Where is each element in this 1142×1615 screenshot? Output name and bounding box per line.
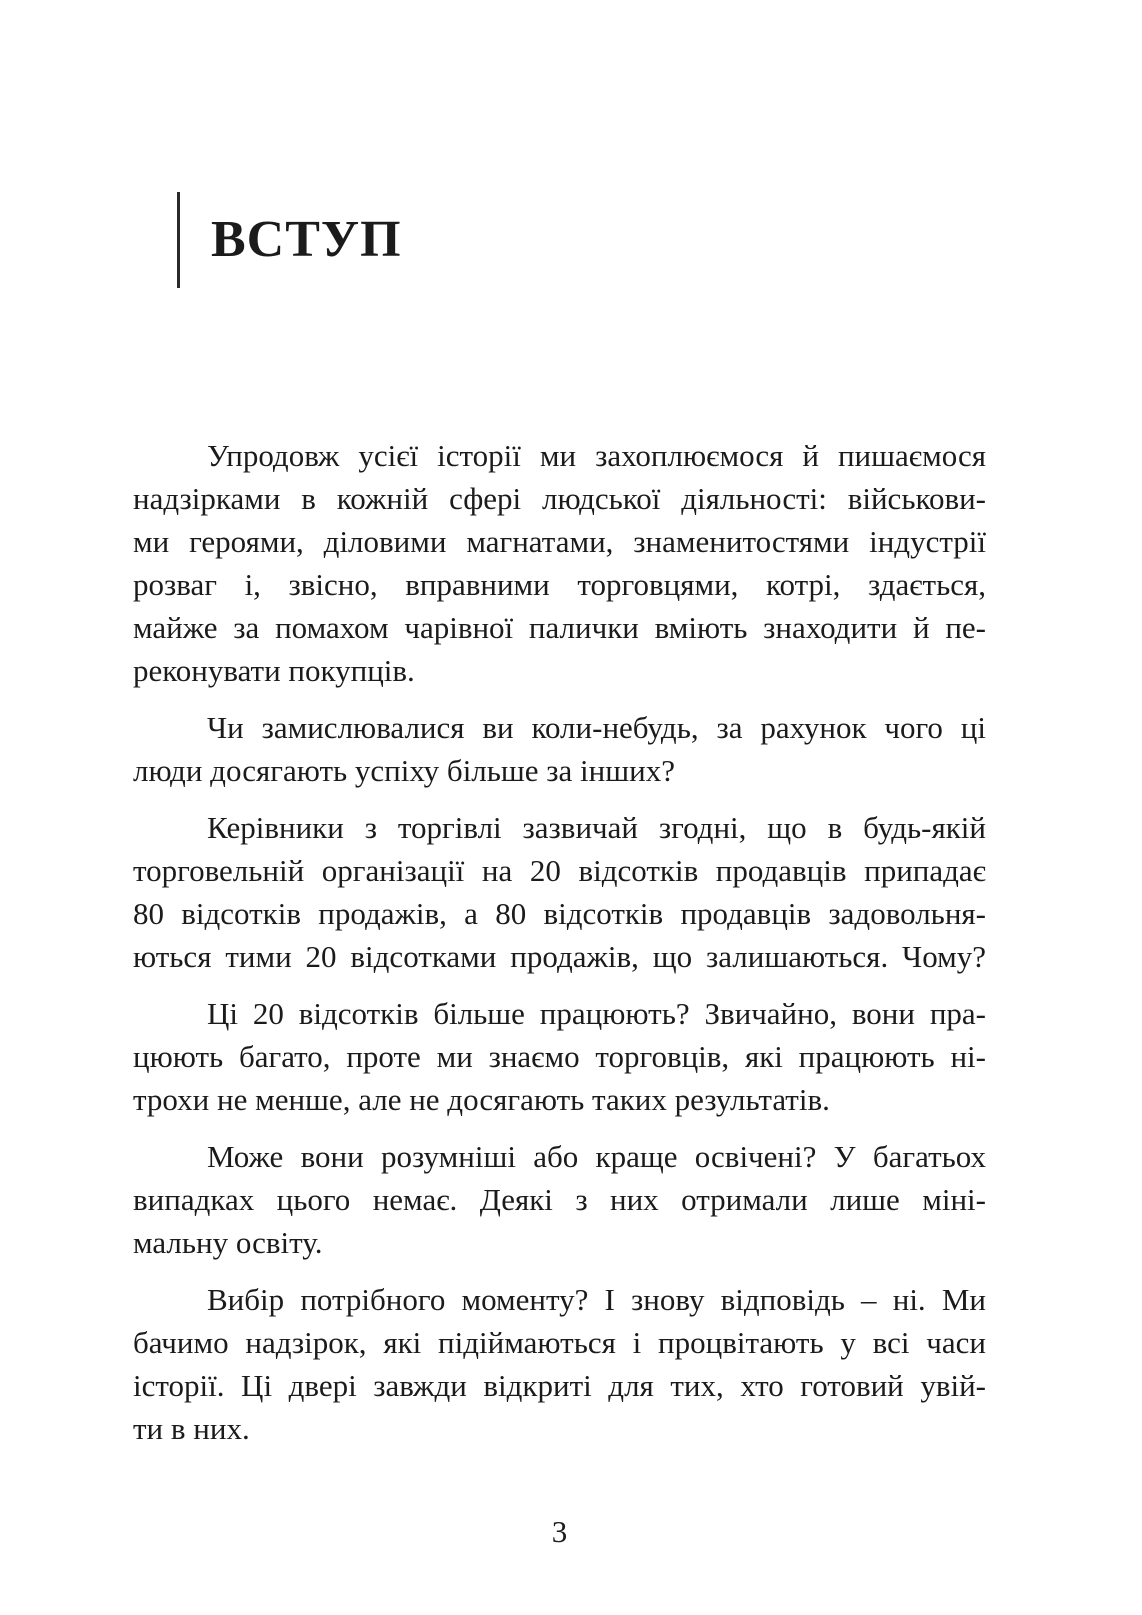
text-line: реконувати покупців. [133, 653, 415, 688]
text-line: історії. Ці двері завжди відкриті для тих, хто готовий увій- [133, 1368, 986, 1403]
paragraph [133, 806, 986, 978]
text-line: випадках цього немає. Деякі з них отримали лише міні- [133, 1182, 986, 1217]
chapter-heading-block [177, 192, 402, 288]
page-number: 3 [551, 1514, 568, 1549]
text-line: розваг і, звісно, вправними торговцями, котрі, здається, [133, 567, 986, 602]
text-line: Упродовж усієї історії ми захоплюємося й пишаємося [207, 438, 986, 473]
text-line: мальну освіту. [133, 1225, 323, 1260]
text-line: Може вони розумніші або краще освічені? У багатьох [207, 1139, 986, 1174]
text-line: ються тими 20 відсотками продажів, що залишаються. Чому? [133, 939, 986, 974]
text-line: люди досягають успіху більше за інших? [133, 753, 675, 788]
text-line: торговельній організації на 20 відсотків продавців припадає [133, 853, 986, 888]
paragraph [133, 434, 986, 692]
text-line: ми героями, діловими магнатами, знаменитостями індустрії [133, 524, 986, 559]
text-line: Керівники з торгівлі зазвичай згодні, що в будь-якій [207, 810, 986, 845]
body-text [133, 434, 986, 1464]
paragraph [133, 992, 986, 1121]
text-line: надзірками в кожній сфері людської діяльності: військови- [133, 481, 986, 516]
paragraph [133, 1278, 986, 1450]
text-line: цюють багато, проте ми знаємо торговців, які працюють ні- [133, 1039, 986, 1074]
text-line: майже за помахом чарівної палички вміють знаходити й пе- [133, 610, 986, 645]
text-line: Вибір потрібного моменту? І знову відповідь – ні. Ми [207, 1282, 986, 1317]
text-line: трохи не менше, але не досягають таких результатів. [133, 1082, 830, 1117]
chapter-title: ВСТУП [211, 211, 402, 268]
text-line: бачимо надзірок, які підіймаються і процвітають у всі часи [133, 1325, 986, 1360]
paragraph [133, 1135, 986, 1264]
text-line: Ці 20 відсотків більше працюють? Звичайно, вони пра- [207, 996, 986, 1031]
text-line: 80 відсотків продажів, а 80 відсотків продавців задовольня- [133, 896, 986, 931]
paragraph [133, 706, 986, 792]
text-line: ти в них. [133, 1411, 250, 1446]
text-line: Чи замислювалися ви коли-небудь, за рахунок чого ці [207, 710, 986, 745]
heading-rule [177, 192, 180, 288]
